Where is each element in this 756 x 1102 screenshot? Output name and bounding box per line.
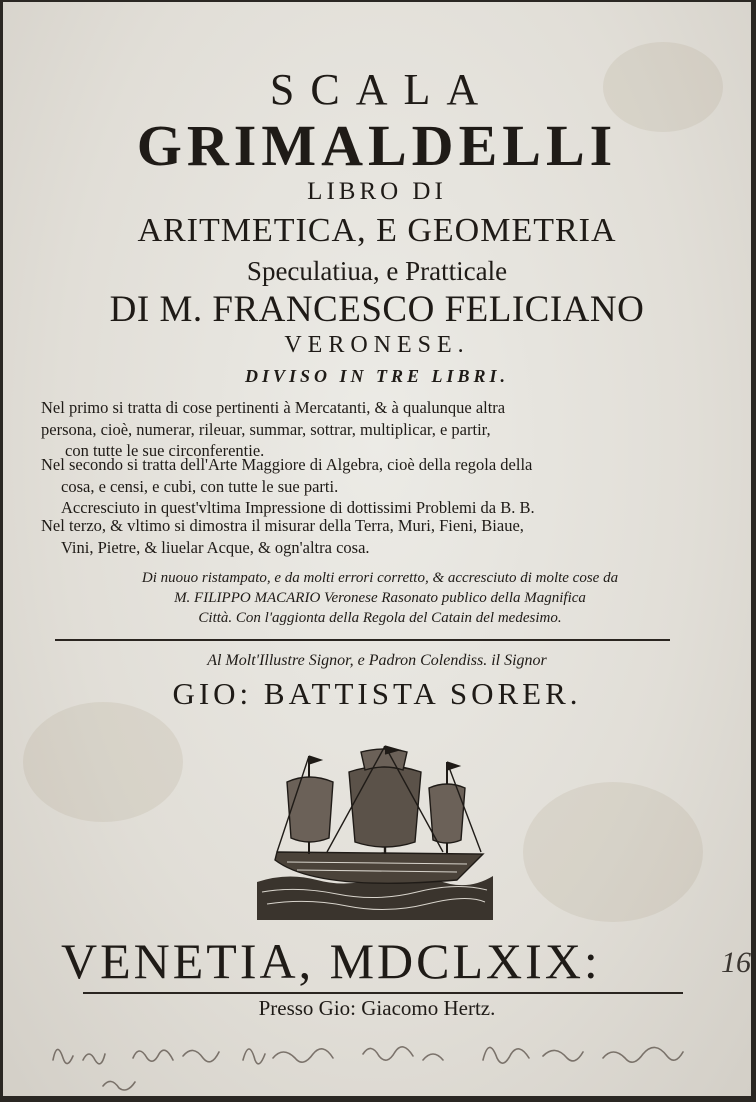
author-line: DI M. FRANCESCO FELICIANO [109,289,645,330]
reprint-note [45,568,715,628]
author-origin: VERONESE. [284,332,470,358]
dedicatee: GIO: BATTISTA SORER. [172,676,582,711]
description-line: Nel terzo, & vltimo si dimostra il misurar della Terra, Muri, Fieni, Biaue, [41,516,524,535]
description-line: Vini, Pietre, & liuelar Acque, & ogn'altra cosa. [61,537,370,557]
description-line: persona, cioè, numerar, rileuar, summar, sottrar, multiplicar, e partir, [41,419,491,439]
description-book-3 [41,515,701,558]
description-line: cosa, e censi, e cubi, con tutte le sue parti. [61,476,339,496]
reprint-line: Di nuouo ristampato, e da molti errori corretto, & accresciuto di molte cose da [141,570,619,586]
description-line: Nel secondo si tratta dell'Arte Maggiore di Algebra, cioè della regola della [41,455,533,474]
publisher-line: Presso Gio: Giacomo Hertz. [258,996,496,1020]
paper-stain [23,702,183,822]
description-line: Accresciuto in quest'vltima Impressione di dottissimi Problemi da B. B. [61,498,535,517]
divider [55,639,670,641]
description-book-2 [41,454,701,519]
title-line-4: ARITMETICA, E GEOMETRIA [137,212,617,249]
reprint-line: Città. Con l'aggionta della Regola del Catain del medesimo. [198,610,562,626]
description-line: con tutte le sue circonferentie. [65,441,265,460]
title-line-3: LIBRO DI [307,178,447,205]
divider [83,992,683,994]
ship-icon [257,742,493,920]
title-page [3,2,751,1096]
description-book-1 [41,397,701,462]
handwritten-inscription [43,1030,733,1096]
reprint-line: M. FILIPPO MACARIO Veronese Rasonato publico della Magnifica [174,590,586,606]
divisions-heading: DIVISO IN TRE LIBRI. [244,366,510,386]
imprint-place-date: VENETIA, MDCLXIX: [61,933,601,989]
title-line-5: Speculatiua, e Pratticale [246,256,508,286]
title-line-1: SCALA [269,65,495,114]
paper-stain [523,782,703,922]
margin-note: 16 [721,946,751,979]
description-line: Nel primo si tratta di cose pertinenti à Mercatanti, & à qualunque altra [41,398,506,417]
title-line-2: GRIMALDELLI [136,113,618,178]
dedication-line: Al Molt'Illustre Signor, e Padron Colendiss. il Signor [207,652,547,669]
